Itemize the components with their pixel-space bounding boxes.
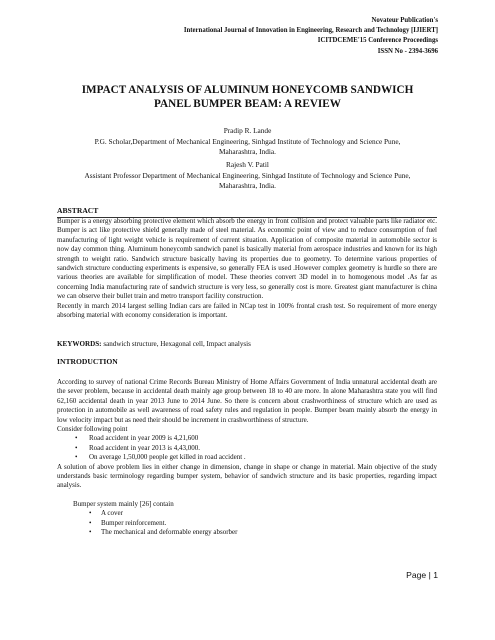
bumper-components-list bbox=[57, 509, 437, 537]
introduction-heading: INTRODUCTION bbox=[57, 357, 118, 366]
author-affiliation: Assistant Professor Department of Mechanical Engineering, Sinhgad Institute of Technology and Science Pune, bbox=[84, 170, 411, 180]
list-item: • On average 1,50,000 people get killed in road accident . bbox=[75, 453, 246, 462]
abstract-paragraph: Bumper is a energy absorbing protective element which absorb the energy in front collision and protect valuable parts like radiator etc. Bumper is act like protective shield generally made of steel material. As economic point of view and to reduce consumption of fuel manufacturing of light weight vehicle is requirement of current situation. Application of composite material in automobile sector is now day common thing. Aluminum honeycomb sandwich panel is basically material from aerospace industries and known for its high strength to weight ratio. Sandwich structure basically having its properties due to geometry. To determine various properties of sandwich structure conducting experiments is expensive, so generally FEA is used .However complex geometry is hurdle so there are various theories are available for simplification of model. These theories convert 3D model in to homogenous model .As far as concerning India manufacturing rate of sandwich structure is very less, so generally cost is more. Greatest giant manufacturer is china we can observe their bullet train and metro transport facility construction. bbox=[57, 217, 437, 301]
conference-name: ICITDCEME'15 Conference Proceedings bbox=[317, 37, 438, 45]
list-item: • Bumper reinforcement. bbox=[89, 518, 167, 527]
intro-paragraph: According to survey of national Crime Records Bureau Ministry of Home Affairs Government of India unnatural accidental death are the sever problem, because in accidental death mainly age group between 18 to 40 are more. In alone Maharashtra state you will find 62,160 accidental death in year 2013 June to 2014 June. So there is concern about crashworthiness of structure which are used as protection in automobile as well awareness of road safety rules and regulation in people. Bumper beam mainly absorb the energy in low velocity impact but as need their should be increment in crashworthiness of structure. bbox=[57, 378, 437, 424]
intro-consider: Consider following point bbox=[57, 425, 128, 434]
list-item: • Road accident in year 2013 is 4,43,000. bbox=[75, 443, 201, 452]
list-item: • The mechanical and deformable energy absorber bbox=[89, 528, 238, 537]
keywords-line bbox=[57, 340, 437, 349]
author-location: Maharashtra, India. bbox=[219, 147, 276, 157]
introduction-body bbox=[57, 378, 437, 538]
list-item: • Road accident in year 2009 is 4,21,600 bbox=[75, 434, 199, 443]
author-block-2 bbox=[40, 160, 455, 192]
author-name: Rajesh V. Patil bbox=[226, 160, 269, 169]
title-line-2: PANEL BUMPER BEAM: A REVIEW bbox=[154, 97, 341, 110]
paper-title bbox=[40, 84, 455, 111]
bullet-icon: • bbox=[89, 509, 92, 518]
title-line-1: IMPACT ANALYSIS OF ALUMINUM HONEYCOMB SANDWICH bbox=[81, 84, 414, 96]
author-block-1 bbox=[40, 126, 455, 158]
bullet-icon: • bbox=[89, 528, 92, 537]
list-item: • A cover bbox=[89, 509, 123, 518]
page-number: Page | 1 bbox=[406, 570, 438, 580]
bullet-icon: • bbox=[75, 453, 78, 462]
author-location: Maharashtra, India. bbox=[219, 181, 276, 191]
keywords-label: KEYWORDS: bbox=[57, 340, 102, 348]
bullet-icon: • bbox=[75, 434, 78, 443]
abstract-heading: ABSTRACT bbox=[57, 206, 99, 215]
abstract-paragraph: Recently in march 2014 largest selling Indian cars are failed in NCap test in 100% frontal crash test. So requirement of more energy absorbing material with economy consideration is important. bbox=[57, 301, 437, 320]
author-name: Pradip R. Lande bbox=[223, 126, 272, 135]
bullet-icon: • bbox=[75, 443, 78, 452]
issn: ISSN No - 2394-3696 bbox=[377, 47, 438, 55]
accident-points-list bbox=[57, 434, 437, 462]
abstract-body bbox=[57, 217, 437, 320]
publisher: Novateur Publication's bbox=[371, 17, 438, 24]
author-affiliation: P.G. Scholar,Department of Mechanical Engineering, Sinhgad Institute of Technology and Science Pune, bbox=[94, 136, 401, 146]
keywords-text: sandwich structure, Hexagonal cell, Impact analysis bbox=[101, 340, 251, 348]
journal-name: International Journal of Innovation in Engineering, Research and Technology [IJIERT] bbox=[183, 27, 438, 35]
journal-header bbox=[184, 16, 438, 57]
bullet-icon: • bbox=[89, 518, 92, 527]
intro-paragraph: A solution of above problem lies in either change in dimension, change in shape or change in material. Main objective of the study understands basic terminology regarding bumper system, behavior of sandwich structure and its basic properties, regarding impact analysis. bbox=[57, 462, 437, 490]
bumper-system-intro: Bumper system mainly [26] contain bbox=[73, 499, 174, 508]
